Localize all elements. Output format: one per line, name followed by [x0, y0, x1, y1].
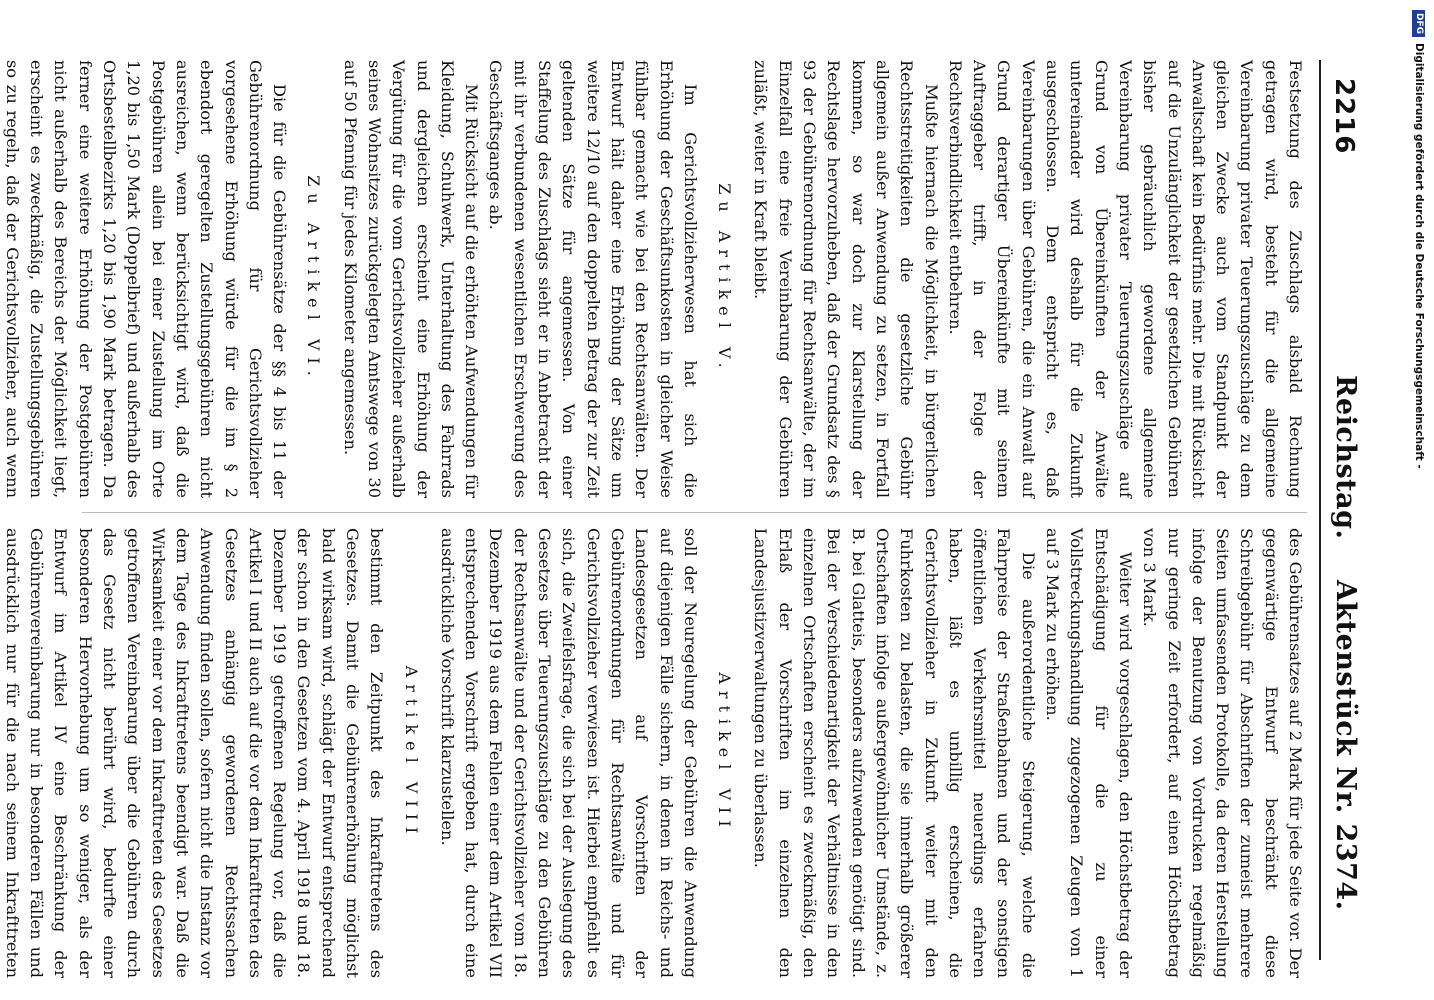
paragraph: Die außerordentliche Steigerung, welche die Fahrpreise der Straßenbahnen und der sonstigen öffentlichen Verkehrsmittel neuerdings erfahren haben, läßt es unbillig erscheinen, die Gerichtsvollzieher in Zukunft weiter mit den Fuhrkosten zu belasten, die sie innerhalb größerer Ortschaften infolge außergewöhnlicher Umstände, z. B. bei Glatteis, besonders aufzuwenden genötigt sind. Bei der Verschiedenartigkeit der Verhältnisse in den einzelnen Ortschaften erscheint es zweckmäßig, den Erlaß der Vorschriften im einzelnen den Landesjustizverwaltungen zu überlassen.: [751, 528, 1038, 978]
left-column: [2, 60, 1307, 498]
article-heading: Artikel VII: [715, 672, 735, 834]
credit-text: Digitalisierung gefördert durch die Deutsche Forschungsgemeinschaft -: [1413, 43, 1425, 469]
paragraph: Festsetzung des Zuschlags alsbald Rechnung getragen wird, besteht für die allgemeine Vereinbarung privater Teuerungszuschläge zu dem gleichen Zwecke auch vom Standpunkt der Anwaltschaft kein Bedürfnis mehr. Die mit Rücksicht auf die Unzulänglichkeit der gesetzlichen Gebühren bisher gebräuchlich gewordene allgemeine Vereinbarung privater Teuerungszuschläge auf Grund von Übereinkünften der Anwälte untereinander wird deshalb für die Zukunft ausgeschlossen. Dem entspricht es, daß Vereinbarungen über Gebühren, die ein Anwalt auf Grund derartiger Übereinkünfte mit seinem Auftraggeber trifft, in der Folge der Rechtsverbindlichkeit entbehren.: [945, 60, 1305, 498]
right-column: [2, 528, 1307, 978]
paragraph: soll der Neuregelung der Gebühren die Anwendung auf diejenigen Fälle sichern, in denen in Reichs- und Landesgesetzen auf Vorschriften der Gebührenordnungen für Rechtsanwälte und für Gerichtsvollzieher verwiesen ist. Hierbei empfiehlt es sich, die Zweifelsfrage, die sich bei der Auslegung des Gesetzes über Teuerungszuschläge zu den Gebühren der Rechtsanwälte und der Gerichtsvollzieher vom 18. Dezember 1919 aus dem Fehlen einer dem Artikel VII entsprechenden Vorschrift ergeben hat, durch eine ausdrückliche Vorschrift klarzustellen.: [437, 528, 700, 978]
credit-line: [1409, 10, 1429, 990]
page-number: 2216: [1329, 78, 1359, 155]
column-divider: [82, 512, 1307, 513]
dfg-badge: DFG: [1413, 10, 1426, 37]
document-title: Aktenstück Nr. 2374.: [1330, 580, 1361, 911]
page-header: [1319, 60, 1367, 960]
article-heading: Zu Artikel VI.: [304, 175, 324, 383]
paragraph: bestimmt den Zeitpunkt des Inkrafttretens des Gesetzes. Damit die Gebührenerhöhung möglichst bald wirksam wird, schlägt der Entwurf entsprechend der schon in den Gesetzen vom 4. April 1918 und 18. Dezember 1919 getroffenen Regelung vor, daß die Artikel I und II auch auf die vor dem Inkrafttreten des Gesetzes anhängig gewordenen Rechtssachen Anwendung finden sollen, sofern nicht die Instanz vor dem Tage des Inkrafttretens beendigt war. Daß die Wirksamkeit einer vor dem Inkrafttreten des Gesetzes getroffenen Vereinbarung über die Gebühren durch das Gesetz nicht berührt wird, bedurfte einer besonderen Hervorhebung um so weniger, als der Entwurf im Artikel IV eine Beschränkung der Gebührenvereinbarung nur in besonderen Fällen und ausdrücklich nur für die nach seinem Inkrafttreten: [2, 528, 387, 978]
digitization-credit: [1409, 10, 1429, 990]
paragraph: Weiter wird vorgeschlagen, den Höchstbetrag der Entschädigung für die zu einer Vollstreckungshandlung zugezogenen Zeugen von 1 auf 3 Mark zu erhöhen.: [1043, 528, 1135, 978]
scanned-page: [2, 0, 1385, 1000]
paragraph: Mit Rücksicht auf die erhöhten Aufwendungen für Kleidung, Schuhwerk, Unterhaltung des Fahrrads und dergleichen erscheint eine Erhöhung der Vergütung für die vom Gerichtsvollzieher außerhalb seines Wohnsitzes zurückgelegten Amtswege von 30 auf 50 Pfennig für jedes Kilometer angemessen.: [340, 60, 482, 498]
paragraph: Im Gerichtsvollzieherwesen hat sich die Erhöhung der Geschäftsunkosten in gleicher Weise fühlbar gemacht wie bei den Rechtsanwälten. Der Entwurf hält daher eine Erhöhung der Sätze um weitere 12/10 auf den doppelten Betrag der zur Zeit geltenden Sätze für angemessen. Von einer Staffelung des Zuschlags sieht er in Anbetracht der mit ihr verbundenen wesentlichen Erschwerung des Geschäftsganges ab.: [486, 60, 700, 498]
section-title: Reichstag.: [1330, 375, 1361, 540]
article-heading: Artikel VIII: [401, 665, 421, 841]
paragraph: des Gebührensatzes auf 2 Mark für jede Seite vor. Der gegenwärtige Entwurf beschränkt diese Schreibgebühr für Abschriften der zumeist mehrere Seiten umfassenden Protokolle, da deren Herstellung infolge der Benutzung von Vordrucken regelmäßig nur geringe Zeit erfordert, auf einen Höchstbetrag von 3 Mark.: [1140, 528, 1305, 978]
paragraph: Die für die Gebührensätze der §§ 4 bis 11 der Gebührenordnung für Gerichtsvollzieher vorgesehene Erhöhung würde für die im § 2 ebendort geregelten Zustellungsgebühren nicht ausreichen, wenn berücksichtigt wird, daß die Postgebühren allein bei einer Zustellung im Orte 1,20 bis 1,50 Mark (Doppelbrief) und außerhalb des Ortsbestellbezirks 1,20 bis 1,90 Mark betragen. Da ferner eine weitere Erhöhung der Postgebühren nicht außerhalb des Bereichs der Möglichkeit liegt, erscheint es zweckmäßig, die Zustellungsgebühren so zu regeln, daß der Gerichtsvollzieher, auch wenn: [2, 60, 290, 498]
article-heading: Zu Artikel V.: [715, 183, 735, 375]
paragraph: Mußte hiernach die Möglichkeit, in bürgerlichen Rechtsstreitigkeiten die gesetzliche Gebühr allgemein außer Anwendung zu setzen, in Fortfall kommen, so war doch zur Klarstellung der Rechtslage hervorzuheben, daß der Grundsatz des § 93 der Gebührenordnung für Rechtsanwälte, der im Einzelfall eine freie Vereinbarung der Gebühren zuläßt, weiter in Kraft bleibt.: [751, 60, 941, 498]
